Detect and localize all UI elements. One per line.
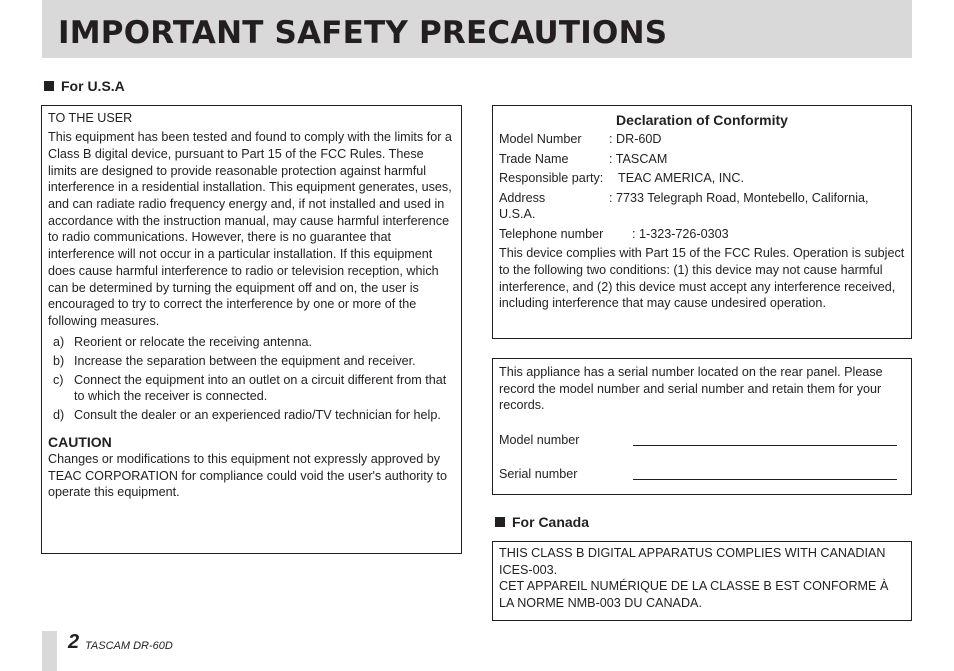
model-value: : DR-60D (609, 132, 662, 146)
caution-heading: CAUTION (48, 434, 112, 451)
list-marker: a) (53, 334, 65, 349)
usa-notice-box (41, 105, 462, 554)
list-marker: c) (53, 372, 64, 387)
list-marker: d) (53, 408, 65, 423)
usa-body-text: This equipment has been tested and found to comply with the limits for a Class B digital device, pursuant to Part 15 of the FCC Rules. These limits are designed to provide reasonable protection against harmful interference in a residential installation. This equipment generates, uses, and can radiate radio frequency energy and, if not installed and used in accordance with the instruction manual, may cause harmful interference to radio communications. However, there is no guarantee that interference will not occur in a particular installation. If this equipment does cause harmful interference to radio or television reception, which can be determined by turning the equipment off and on, the user is encouraged to try to correct the interference by one or more of the following measures. (48, 130, 452, 328)
square-bullet-icon (44, 81, 54, 91)
title-bar (42, 0, 912, 58)
serial-number-field (499, 464, 905, 483)
phone-key: Telephone number (499, 226, 604, 241)
page-number: 2 (68, 631, 80, 653)
serial-number-label: Serial number (499, 467, 578, 482)
measures-list (48, 334, 455, 424)
list-item (48, 353, 455, 370)
canada-line-fr: CET APPAREIL NUMÉRIQUE DE LA CLASSE B EST CONFORME À LA NORME NMB-003 DU CANADA. (499, 579, 889, 611)
address-value: : 7733 Telegraph Road, Montebello, California, (609, 190, 869, 205)
serial-instructions: This appliance has a serial number located on the rear panel. Please record the model number and serial number and retain them for your records. (499, 365, 883, 413)
model-number-label: Model number (499, 433, 580, 448)
party-key: Responsible party: (499, 171, 604, 185)
page-title: IMPORTANT SAFETY PRECAUTIONS (58, 15, 668, 51)
model-key: Model Number (499, 132, 582, 146)
trade-key: Trade Name (499, 151, 569, 166)
usa-heading-label: For U.S.A (61, 78, 125, 94)
caution-text: Changes or modifications to this equipment not expressly approved by TEAC CORPORATION for compliance could void the user's authority to operate this equipment. (48, 452, 448, 500)
address-row (499, 190, 905, 207)
usa-heading (44, 78, 125, 94)
trade-value: : TASCAM (609, 151, 668, 166)
phone-row (499, 226, 905, 243)
canada-heading (495, 514, 589, 530)
model-number-field (499, 430, 905, 449)
list-text: Consult the dealer or an experienced radio/TV technician for help. (74, 408, 441, 423)
serial-number-line[interactable] (633, 464, 897, 480)
canada-notice-box (492, 541, 912, 621)
square-bullet-icon (495, 517, 505, 527)
model-row (499, 131, 905, 148)
footer-bar (42, 631, 57, 671)
list-text: Reorient or relocate the receiving antenna. (74, 334, 313, 349)
canada-heading-label: For Canada (512, 514, 590, 530)
to-user-label: TO THE USER (48, 111, 133, 125)
list-item (48, 334, 455, 351)
list-text: Increase the separation between the equipment and receiver. (74, 353, 416, 368)
phone-value: : 1-323-726-0303 (632, 226, 729, 241)
list-item (48, 407, 455, 424)
declaration-statement: This device complies with Part 15 of the FCC Rules. Operation is subject to the following two conditions: (1) this device may not cause harmful interference, and (2) this device must accept any interference received, including interference that may cause undesired operation. (499, 246, 905, 311)
model-number-line[interactable] (633, 430, 897, 446)
canada-line-en: THIS CLASS B DIGITAL APPARATUS COMPLIES WITH CANADIAN ICES-003. (499, 546, 886, 577)
declaration-title: Declaration of Conformity (616, 112, 788, 128)
serial-record-box (492, 358, 912, 495)
declaration-box (492, 105, 912, 339)
address-continued: U.S.A. (499, 207, 536, 222)
list-item (48, 372, 455, 405)
list-marker: b) (53, 353, 65, 368)
party-row (499, 170, 905, 187)
trade-row (499, 151, 905, 168)
address-key: Address (499, 190, 546, 205)
footer-label: TASCAM DR-60D (85, 640, 173, 652)
list-text: Connect the equipment into an outlet on a circuit different from that to which the receiver is connected. (74, 372, 447, 404)
party-value: TEAC AMERICA, INC. (618, 171, 744, 185)
